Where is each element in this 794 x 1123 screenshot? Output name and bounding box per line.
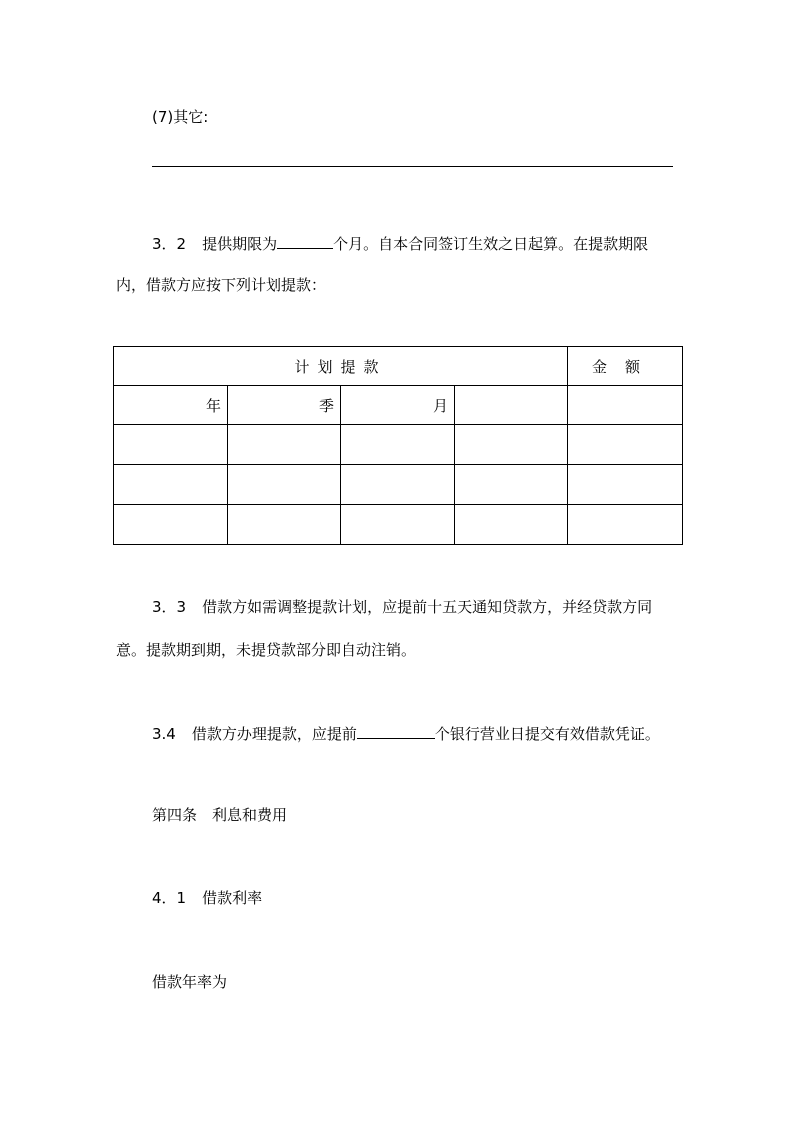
table-cell[interactable]	[114, 465, 228, 505]
article-4-heading: 第四条 利息和费用	[152, 806, 288, 824]
clause-4-1-title: 借款利率	[202, 889, 263, 907]
table-cell[interactable]	[455, 386, 568, 425]
table-cell[interactable]	[228, 425, 341, 465]
table-cell[interactable]	[228, 505, 341, 545]
term-months-blank[interactable]	[277, 232, 333, 249]
table-cell[interactable]	[568, 386, 683, 425]
table-row	[114, 505, 683, 545]
table-cell[interactable]	[455, 465, 568, 505]
clause-3-2-text-a: 提供期限为	[202, 235, 278, 253]
table-cell[interactable]	[341, 505, 455, 545]
clause-3-4-number: 3.4	[152, 725, 176, 743]
clause-3-4-text-b: 个银行营业日提交有效借款凭证。	[434, 725, 660, 743]
table-cell[interactable]	[455, 425, 568, 465]
table-cell[interactable]	[568, 425, 683, 465]
annual-rate-text: 借款年率为	[152, 973, 228, 991]
table-row	[114, 465, 683, 505]
col-season: 季	[228, 386, 341, 425]
col-month: 月	[341, 386, 455, 425]
clause-3-2-line1	[152, 232, 648, 254]
drawdown-plan-table	[113, 346, 683, 545]
header-amount: 金额	[568, 347, 683, 386]
table-cell[interactable]	[455, 505, 568, 545]
table-cell[interactable]	[114, 505, 228, 545]
clause-3-2-number: 3．2	[152, 235, 187, 253]
table-cell[interactable]	[114, 425, 228, 465]
clause-3-2-line2: 内，借款方应按下列计划提款：	[116, 276, 327, 294]
table-cell[interactable]	[568, 465, 683, 505]
clause-3-3-number: 3．3	[152, 598, 187, 616]
clause-3-4	[152, 722, 660, 744]
table-cell[interactable]	[341, 465, 455, 505]
col-year: 年	[114, 386, 228, 425]
table-cell[interactable]	[228, 465, 341, 505]
fill-in-line[interactable]	[152, 166, 673, 167]
clause-4-1	[152, 888, 262, 908]
clause-3-3-line2: 意。提款期到期，未提贷款部分即自动注销。	[116, 641, 417, 659]
clause-3-4-text-a: 借款方办理提款，应提前	[191, 725, 357, 743]
clause-3-3-text-a: 借款方如需调整提款计划，应提前十五天通知贷款方，并经贷款方同	[202, 598, 653, 616]
table-row	[114, 425, 683, 465]
header-drawdown-plan: 计划提款	[114, 347, 568, 386]
table-cell[interactable]	[341, 425, 455, 465]
table-cell[interactable]	[568, 505, 683, 545]
item-7-other: (7)其它:	[152, 108, 209, 126]
clause-3-3-line1	[152, 597, 652, 617]
bank-days-blank[interactable]	[357, 722, 435, 739]
clause-3-2-text-b: 个月。自本合同签订生效之日起算。在提款期限	[333, 235, 649, 253]
clause-4-1-number: 4．1	[152, 889, 187, 907]
